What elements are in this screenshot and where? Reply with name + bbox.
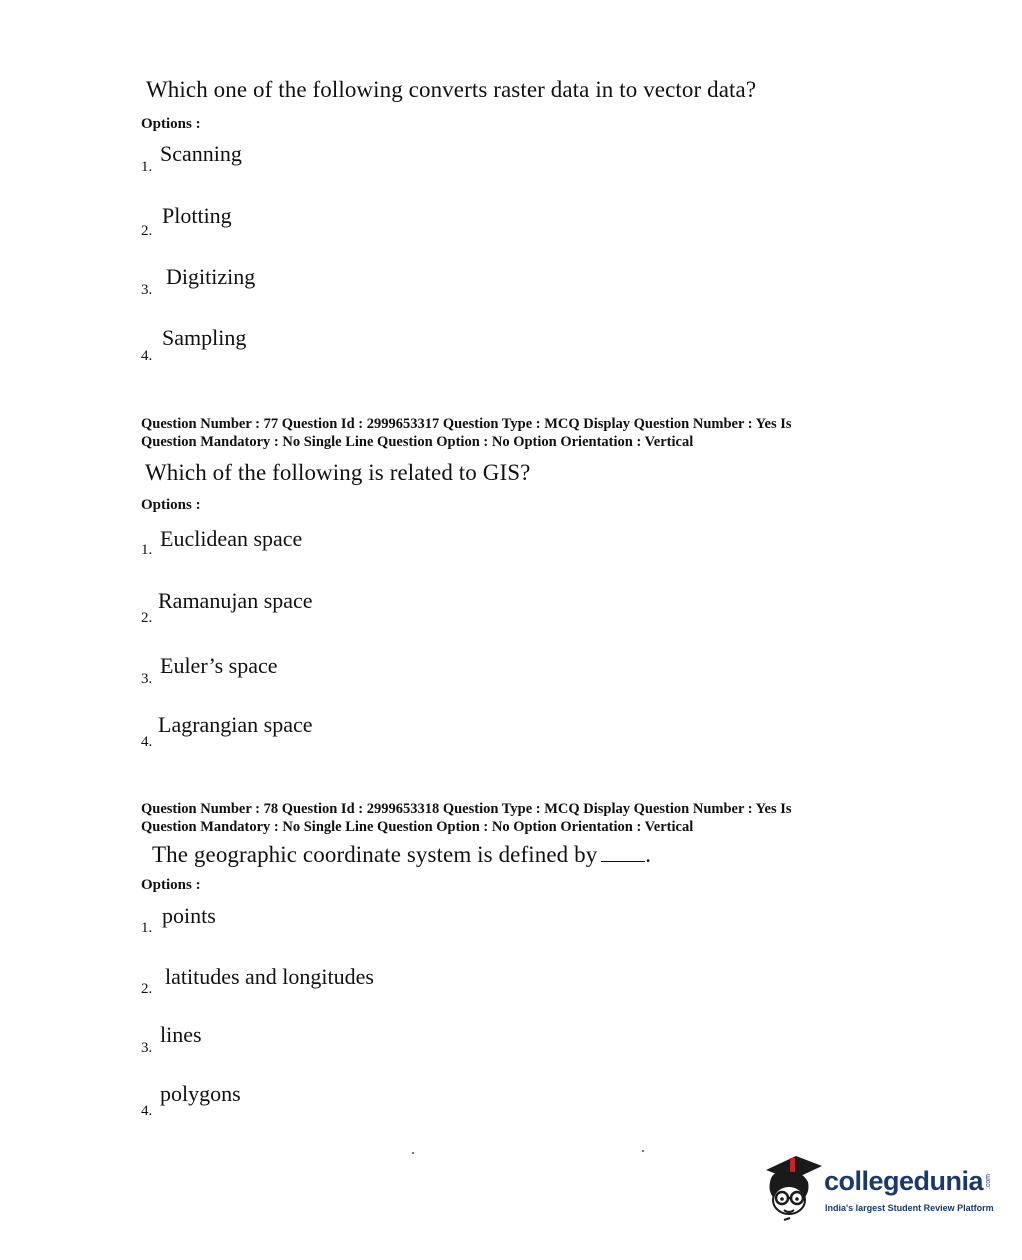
- question-77-meta-line-2: Question Mandatory : No Single Line Question Option : No Option Orientation : Vertical: [141, 434, 694, 450]
- question-77-text: Which of the following is related to GIS?: [145, 460, 531, 485]
- q77-option-3-text[interactable]: Euler’s space: [160, 653, 278, 678]
- q77-option-1-number: 1.: [141, 542, 153, 558]
- q76-option-3-number: 3.: [141, 282, 153, 298]
- q77-option-4-text[interactable]: Lagrangian space: [158, 712, 313, 737]
- question-78-meta-line-1: Question Number : 78 Question Id : 2999653318 Question Type : MCQ Display Question Number : Yes Is: [141, 801, 792, 817]
- question-78-text: [152, 842, 651, 868]
- question-78-meta-line-2: Question Mandatory : No Single Line Question Option : No Option Orientation : Vertical: [141, 819, 694, 835]
- q76-option-1-text[interactable]: Scanning: [160, 141, 242, 166]
- scan-speck: [412, 1152, 414, 1154]
- logo-dot-com: .com: [985, 1174, 992, 1190]
- fill-in-blank: [601, 843, 645, 862]
- q77-option-3-number: 3.: [141, 671, 153, 687]
- logo-tagline: India's largest Student Review Platform: [825, 1203, 994, 1213]
- q78-option-3-number: 3.: [141, 1040, 153, 1056]
- logo-wordmark: collegedunia: [824, 1166, 984, 1196]
- question-78-text-end: .: [645, 842, 652, 867]
- question-77-meta-line-1: Question Number : 77 Question Id : 2999653317 Question Type : MCQ Display Question Number : Yes Is: [141, 416, 792, 432]
- q77-option-4-number: 4.: [141, 734, 153, 750]
- q78-option-1-text[interactable]: points: [162, 903, 216, 928]
- collegedunia-logo: [762, 1152, 1002, 1224]
- q78-option-1-number: 1.: [141, 920, 153, 936]
- q76-option-3-text[interactable]: Digitizing: [166, 264, 256, 289]
- q77-option-2-number: 2.: [141, 610, 153, 626]
- question-77-options-label: Options :: [141, 497, 201, 513]
- q77-option-1-text[interactable]: Euclidean space: [160, 526, 303, 551]
- q78-option-2-text[interactable]: latitudes and longitudes: [165, 964, 374, 989]
- q77-option-2-text[interactable]: Ramanujan space: [158, 588, 313, 613]
- q76-option-4-text[interactable]: Sampling: [162, 325, 247, 350]
- q78-option-4-text[interactable]: polygons: [160, 1081, 241, 1106]
- q78-option-2-number: 2.: [141, 981, 153, 997]
- question-76-text: Which one of the following converts raster data in to vector data?: [146, 77, 757, 102]
- q76-option-1-number: 1.: [141, 159, 153, 175]
- question-78-text-main: The geographic coordinate system is defined by: [152, 842, 598, 867]
- q76-option-2-number: 2.: [141, 223, 153, 239]
- q78-option-4-number: 4.: [141, 1103, 153, 1119]
- q76-option-4-number: 4.: [141, 348, 153, 364]
- question-78-options-label: Options :: [141, 877, 201, 893]
- scan-speck: [642, 1150, 644, 1152]
- q76-option-2-text[interactable]: Plotting: [162, 203, 232, 228]
- mascot-icon: [762, 1152, 822, 1224]
- q78-option-3-text[interactable]: lines: [160, 1022, 202, 1047]
- question-76-options-label: Options :: [141, 116, 201, 132]
